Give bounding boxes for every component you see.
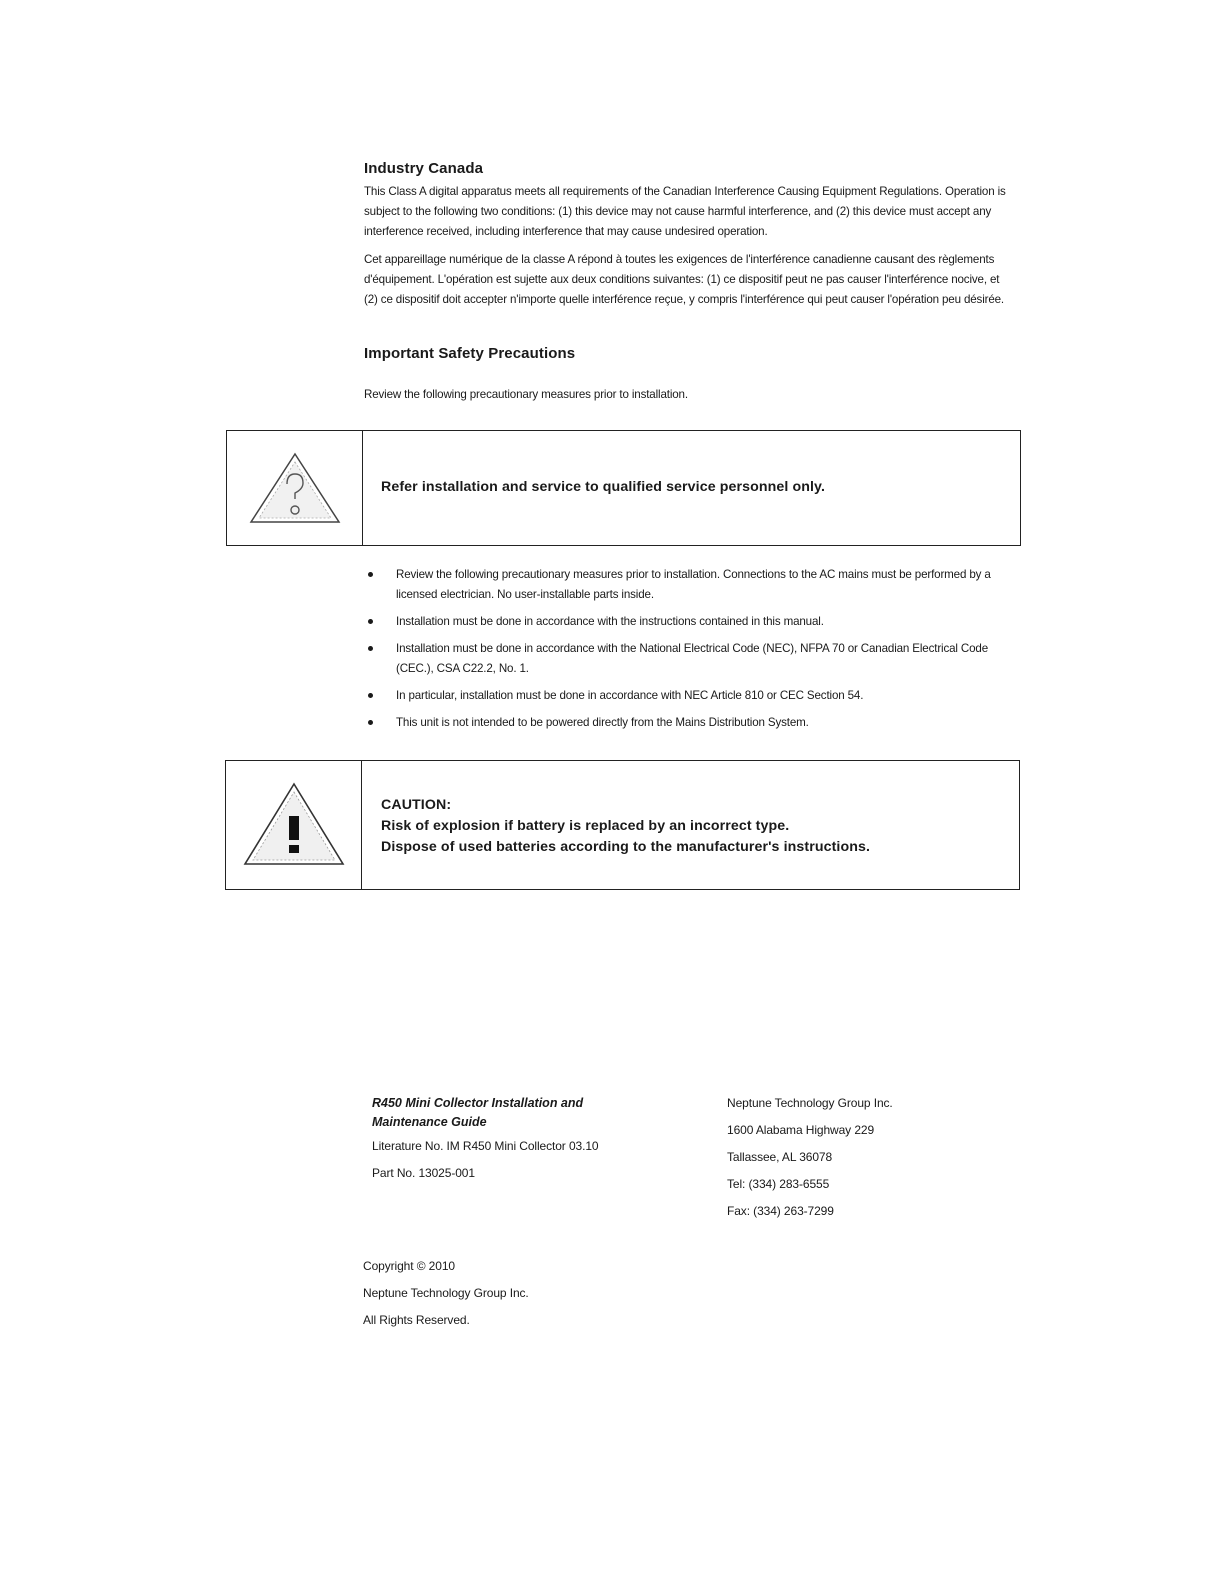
list-item: Installation must be done in accordance with the National Electrical Code (NEC), NFPA 70 or Canadian Electrical Code (CEC.), CSA C22.2, No. 1. (366, 639, 1026, 679)
bullet-dot (368, 646, 373, 651)
industry-canada-paragraph-fr: Cet appareillage numérique de la classe A répond à toutes les exigences de l'interférence canadienne causant des règlements d'équipement. L'opération est sujette aux deux conditions suivantes: (1) ce dispositif peut ne pas causer l'interférence nocive, et (2) ce dispositif doit accepter n'importe quelle interférence reçue, y compris l'interférence qui peut causer l'opération peu désirée. (364, 253, 1005, 306)
list-item: Review the following precautionary measures prior to installation. Connections to the AC mains must be performed by a licensed electrician. No user-installable parts inside. (366, 565, 1026, 605)
copyright-company: Neptune Technology Group Inc. (363, 1286, 529, 1300)
service-notice-message: Refer installation and service to qualified service personnel only. (381, 479, 826, 495)
guide-title-line-1: R450 Mini Collector Installation and (372, 1096, 584, 1110)
industry-canada-section (364, 160, 1014, 310)
list-item: Installation must be done in accordance with the instructions contained in this manual. (366, 612, 1026, 632)
rights-reserved: All Rights Reserved. (363, 1313, 470, 1327)
caution-text (381, 795, 870, 858)
copyright-block (363, 1253, 663, 1334)
caution-line-1: Risk of explosion if battery is replaced by an incorrect type. (381, 818, 790, 834)
caution-title: CAUTION: (381, 797, 452, 813)
copyright-line: Copyright © 2010 (363, 1259, 455, 1273)
address-line-1: 1600 Alabama Highway 229 (727, 1123, 875, 1137)
guide-title-line-2: Maintenance Guide (372, 1115, 487, 1129)
safety-heading: Important Safety Precautions (364, 345, 576, 362)
caution-line-2: Dispose of used batteries according to the manufacturer's instructions. (381, 839, 871, 855)
service-notice-icon-cell (227, 431, 363, 545)
bullet-dot (368, 720, 373, 725)
exclamation-warning-triangle-icon (239, 780, 349, 870)
company-address (727, 1090, 987, 1225)
caution-icon-cell (226, 761, 362, 889)
part-number: Part No. 13025-001 (372, 1166, 475, 1180)
company-name: Neptune Technology Group Inc. (727, 1096, 893, 1110)
industry-canada-paragraph-en: This Class A digital apparatus meets all requirements of the Canadian Interference Causing Equipment Regulations. Operation is subject to the following two conditions: (1) this device may not cause harmful interference, and (2) this device must accept any interference received, including interference that may cause undesired operation. (364, 185, 1006, 238)
bullet-dot (368, 693, 373, 698)
service-notice-box (226, 430, 1021, 546)
phone-number: Tel: (334) 283-6555 (727, 1177, 830, 1191)
fax-number: Fax: (334) 263-7299 (727, 1204, 834, 1218)
list-item: This unit is not intended to be powered directly from the Mains Distribution System. (366, 713, 1026, 733)
info-warning-triangle-icon (245, 448, 345, 528)
list-item: In particular, installation must be done in accordance with NEC Article 810 or CEC Section 54. (366, 686, 1026, 706)
address-line-2: Tallassee, AL 36078 (727, 1150, 833, 1164)
industry-canada-heading: Industry Canada (364, 160, 484, 177)
literature-number: Literature No. IM R450 Mini Collector 03.10 (372, 1139, 599, 1153)
bullet-dot (368, 572, 373, 577)
caution-box (225, 760, 1020, 890)
precautions-list (366, 565, 1026, 740)
safety-intro: Review the following precautionary measures prior to installation. (364, 388, 688, 401)
guide-info (372, 1094, 672, 1187)
bullet-dot (368, 619, 373, 624)
